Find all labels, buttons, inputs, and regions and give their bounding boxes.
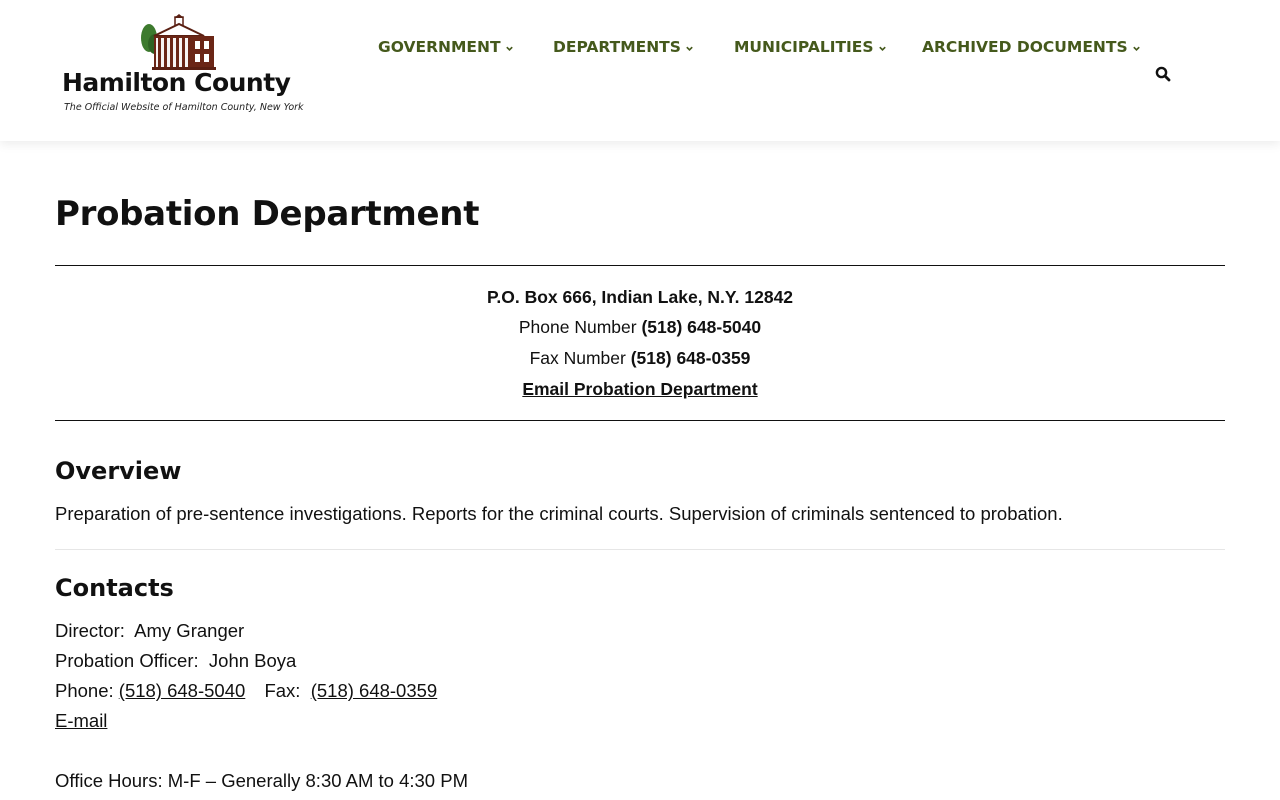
contact-phone-fax (55, 679, 468, 709)
chevron-down-icon (878, 44, 887, 53)
nav-municipalities-label: MUNICIPALITIES (734, 38, 874, 56)
contact-email-row (55, 709, 468, 739)
site-title: Hamilton County (62, 68, 291, 97)
contact-phone-label: Phone: (55, 680, 114, 701)
contacts-list (55, 619, 468, 799)
site-logo[interactable] (62, 14, 307, 118)
overview-heading: Overview (55, 457, 182, 485)
site-tagline: The Official Website of Hamilton County, New York (64, 102, 304, 113)
nav-archived-documents-label: ARCHIVED DOCUMENTS (922, 38, 1128, 56)
fax-value: (518) 648-0359 (630, 348, 751, 368)
nav-archived-documents[interactable] (922, 38, 1141, 56)
nav-government-label: GOVERNMENT (378, 38, 501, 56)
contact-email-link[interactable]: E-mail (55, 710, 108, 731)
nav-departments-label: DEPARTMENTS (553, 38, 681, 56)
department-fax (55, 346, 1225, 377)
site-header (0, 0, 1280, 141)
phone-label: Phone Number (518, 317, 637, 337)
department-address: P.O. Box 666, Indian Lake, N.Y. 12842 (486, 287, 794, 307)
divider (55, 420, 1225, 421)
director-label: Director: (55, 620, 125, 641)
contact-fax-label: Fax: (264, 680, 301, 701)
chevron-down-icon (505, 44, 514, 53)
contact-director (55, 619, 468, 649)
search-icon[interactable] (1154, 65, 1172, 83)
main-navigation (0, 38, 1280, 62)
email-department-link[interactable]: Email Probation Department (522, 379, 758, 399)
department-email-row (55, 377, 1225, 408)
department-contact-box (55, 285, 1225, 408)
divider (55, 265, 1225, 266)
chevron-down-icon (1132, 44, 1141, 53)
director-name: Amy Granger (134, 620, 245, 641)
nav-municipalities[interactable] (734, 38, 887, 56)
contact-phone-link[interactable]: (518) 648-5040 (118, 680, 246, 701)
overview-text: Preparation of pre-sentence investigations. Reports for the criminal courts. Supervision of criminals sentenced to probation. (55, 503, 1063, 524)
section-divider (55, 549, 1225, 550)
contact-probation-officer (55, 649, 468, 679)
department-phone (55, 315, 1225, 346)
officer-label: Probation Officer: (55, 650, 199, 671)
page-title: Probation Department (55, 194, 480, 234)
officer-name: John Boya (208, 650, 297, 671)
fax-label: Fax Number (529, 348, 626, 368)
nav-departments[interactable] (553, 38, 694, 56)
phone-value: (518) 648-5040 (641, 317, 762, 337)
contacts-heading: Contacts (55, 574, 174, 602)
office-hours: Office Hours: M-F – Generally 8:30 AM to 4:30 PM (55, 770, 468, 791)
nav-government[interactable] (378, 38, 514, 56)
contact-fax-link[interactable]: (518) 648-0359 (310, 680, 438, 701)
chevron-down-icon (685, 44, 694, 53)
